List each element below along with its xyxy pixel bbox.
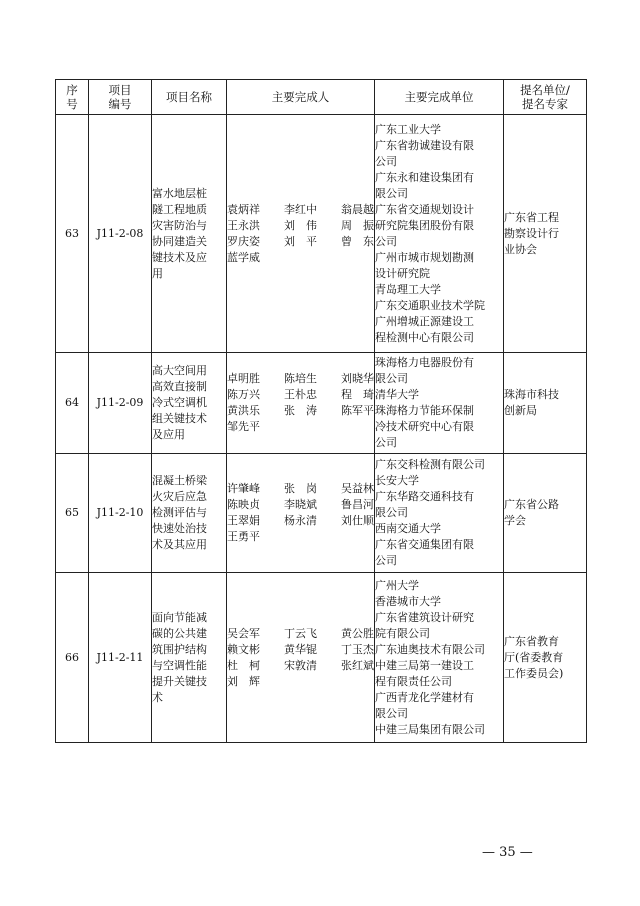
unit-line: 广西青龙化学建材有	[375, 690, 474, 704]
table-row	[56, 454, 587, 573]
contributor-name: 蓝学威	[227, 250, 260, 264]
contributor-row	[227, 642, 374, 658]
contributor-name: 吴益林	[341, 482, 374, 495]
contributor-row	[227, 658, 374, 674]
nominator	[504, 454, 587, 573]
contributor-name: 刘 平	[284, 234, 317, 248]
main-contributors	[227, 454, 375, 573]
unit-line: 公司	[375, 154, 397, 168]
unit-line: 设计研究院	[375, 266, 430, 280]
project-name-line: 冷式空调机	[152, 396, 207, 409]
project-name-line: 用	[152, 266, 163, 280]
project-code: J11-2-09	[89, 353, 152, 454]
contributor-row	[227, 626, 374, 642]
contributor-row	[227, 202, 374, 218]
unit-line: 限公司	[375, 706, 408, 720]
project-name-line: 组关键技术	[152, 412, 207, 425]
project-number: 63	[56, 115, 89, 353]
contributor-name: 黄洪乐	[227, 404, 260, 417]
main-contributors	[227, 353, 375, 454]
project-name	[152, 115, 227, 353]
contributor-name: 刘 辉	[227, 674, 260, 688]
unit-line: 公司	[375, 554, 397, 567]
contributor-name: 邹先平	[227, 420, 260, 433]
unit-line: 广东永和建设集团有	[375, 170, 474, 184]
contributor-name: 刘仕顺	[341, 514, 374, 527]
main-units	[375, 353, 504, 454]
contributor-name: 翁晨越	[341, 202, 374, 216]
nominator-line: 勘察设计行	[504, 226, 559, 240]
table-row	[56, 115, 587, 353]
unit-line: 广东迪奥技术有限公司	[375, 642, 485, 656]
contributor-name: 李红中	[284, 202, 317, 216]
unit-line: 研究院集团股份有限	[375, 218, 474, 232]
project-name-line: 混凝土桥梁	[152, 474, 207, 487]
contributor-name: 杜 柯	[227, 658, 260, 672]
contributor-name: 刘晓华	[341, 372, 374, 385]
project-name-line: 富水地层桩	[152, 186, 207, 200]
unit-line: 珠海格力电器股份有	[375, 356, 474, 369]
contributor-row	[227, 387, 374, 403]
main-units	[375, 454, 504, 573]
project-number: 65	[56, 454, 89, 573]
unit-line: 公司	[375, 436, 397, 449]
project-code: J11-2-11	[89, 573, 152, 743]
contributor-name: 陈军平	[341, 404, 374, 417]
contributor-name: 王永洪	[227, 218, 260, 232]
unit-line: 广东华路交通科技有	[375, 490, 474, 503]
contributor-row	[227, 218, 374, 234]
contributor-name: 张 涛	[284, 404, 317, 417]
contributor-name: 程 琦	[341, 388, 374, 401]
project-name-line: 火灾后应急	[152, 490, 207, 503]
project-number: 66	[56, 573, 89, 743]
project-name-line: 提升关键技	[152, 674, 207, 688]
project-name-line: 快速处治技	[152, 522, 207, 535]
contributor-name: 宋敦清	[284, 658, 317, 672]
unit-line: 冷技术研究中心有限	[375, 420, 474, 433]
project-name-line: 面向节能减	[152, 610, 207, 624]
contributor-row	[227, 513, 374, 529]
header-name: 项目名称	[152, 80, 227, 115]
nominator	[504, 115, 587, 353]
unit-line: 广东省建筑设计研究	[375, 610, 474, 624]
nominator-line: 工作委员会)	[504, 666, 564, 680]
contributor-name: 陈培生	[284, 372, 317, 385]
header-row	[56, 80, 587, 115]
main-contributors	[227, 573, 375, 743]
unit-line: 广东交通职业技术学院	[375, 298, 485, 312]
contributor-row	[227, 481, 374, 497]
unit-line: 青岛理工大学	[375, 282, 441, 296]
project-name-line: 筑围护结构	[152, 642, 207, 656]
project-name	[152, 454, 227, 573]
header-no: 序 号	[56, 80, 89, 115]
unit-line: 广州市城市规划勘测	[375, 250, 474, 264]
nominator-line: 广东省教育	[504, 634, 559, 648]
contributor-row	[227, 371, 374, 387]
project-name-line: 高效直接制	[152, 380, 207, 393]
main-units	[375, 573, 504, 743]
table-row	[56, 573, 587, 743]
contributor-name: 王朴忠	[284, 388, 317, 401]
project-number: 64	[56, 353, 89, 454]
contributor-name: 周 振	[341, 218, 374, 232]
main-contributors	[227, 115, 375, 353]
contributor-name: 卓明胜	[227, 372, 260, 385]
unit-line: 限公司	[375, 372, 408, 385]
project-name-line: 灾害防治与	[152, 218, 207, 232]
unit-line: 广东省交通集团有限	[375, 538, 474, 551]
project-code: J11-2-10	[89, 454, 152, 573]
contributor-name: 丁云飞	[284, 626, 317, 640]
unit-line: 广东省勃诚建设有限	[375, 138, 474, 152]
nominator-line: 学会	[504, 514, 526, 527]
unit-line: 珠海格力节能环保制	[375, 404, 474, 417]
contributor-name: 鲁昌河	[341, 498, 374, 511]
contributor-name: 陈万兴	[227, 388, 260, 401]
unit-line: 程检测中心有限公司	[375, 330, 474, 344]
header-people: 主要完成人	[227, 80, 375, 115]
nominator-line: 创新局	[504, 404, 537, 417]
project-code: J11-2-08	[89, 115, 152, 353]
contributor-row	[227, 234, 374, 250]
contributor-name: 杨永清	[284, 514, 317, 527]
project-name-line: 碳的公共建	[152, 626, 207, 640]
unit-line: 中建三局第一建设工	[375, 658, 474, 672]
unit-line: 限公司	[375, 186, 408, 200]
contributor-name: 刘 伟	[284, 218, 317, 232]
project-name-line: 高大空间用	[152, 364, 207, 377]
nominator	[504, 573, 587, 743]
contributor-row	[227, 529, 374, 545]
unit-line: 广东交科检测有限公司	[375, 458, 485, 471]
contributor-name: 黄华锟	[284, 642, 317, 656]
unit-line: 中建三局集团有限公司	[375, 722, 485, 736]
nominator-line: 业协会	[504, 242, 537, 256]
contributor-name: 袁炳祥	[227, 202, 260, 216]
project-name	[152, 353, 227, 454]
contributor-row	[227, 403, 374, 419]
header-code: 项目 编号	[89, 80, 152, 115]
nominator-line: 珠海市科技	[504, 388, 559, 401]
nominator	[504, 353, 587, 454]
contributor-name: 李晓斌	[284, 498, 317, 511]
contributor-name: 张 岗	[284, 482, 317, 495]
unit-line: 限公司	[375, 506, 408, 519]
project-name-line: 与空调性能	[152, 658, 207, 672]
unit-line: 长安大学	[375, 474, 419, 487]
contributor-name: 王翠娟	[227, 514, 260, 527]
unit-line: 香港城市大学	[375, 594, 441, 608]
contributor-name: 黄公胜	[341, 626, 374, 640]
contributor-name: 丁玉杰	[341, 642, 374, 656]
main-units	[375, 115, 504, 353]
contributor-name: 罗庆姿	[227, 234, 260, 248]
nominator-line: 广东省公路	[504, 498, 559, 511]
contributor-name: 张红斌	[341, 658, 374, 672]
unit-line: 院有限公司	[375, 626, 430, 640]
unit-line: 广州大学	[375, 578, 419, 592]
contributor-name: 赖文彬	[227, 642, 260, 656]
project-name-line: 检测评估与	[152, 506, 207, 519]
unit-line: 公司	[375, 234, 397, 248]
header-units: 主要完成单位	[375, 80, 504, 115]
nominator-line: 厅(省委教育	[504, 650, 564, 664]
unit-line: 清华大学	[375, 388, 419, 401]
unit-line: 广州增城正源建设工	[375, 314, 474, 328]
contributor-name: 陈映贞	[227, 498, 260, 511]
page-number: — 35 —	[482, 845, 533, 860]
project-name-line: 及应用	[152, 428, 185, 441]
project-name-line: 协同建造关	[152, 234, 207, 248]
award-table	[55, 79, 587, 743]
project-name-line: 键技术及应	[152, 250, 207, 264]
header-nominator: 提名单位/ 提名专家	[504, 80, 587, 115]
contributor-row	[227, 497, 374, 513]
unit-line: 程有限责任公司	[375, 674, 452, 688]
contributor-name: 许肇峰	[227, 482, 260, 495]
contributor-row	[227, 674, 374, 690]
contributor-row	[227, 419, 374, 435]
contributor-row	[227, 250, 374, 266]
contributor-name: 曾 东	[341, 234, 374, 248]
project-name-line: 术及其应用	[152, 538, 207, 551]
project-name-line: 隧工程地质	[152, 202, 207, 216]
project-name-line: 术	[152, 690, 163, 704]
nominator-line: 广东省工程	[504, 210, 559, 224]
unit-line: 广东工业大学	[375, 122, 441, 136]
unit-line: 广东省交通规划设计	[375, 202, 474, 216]
table-row	[56, 353, 587, 454]
project-name	[152, 573, 227, 743]
unit-line: 西南交通大学	[375, 522, 441, 535]
contributor-name: 吴会军	[227, 626, 260, 640]
contributor-name: 王勇平	[227, 530, 260, 543]
